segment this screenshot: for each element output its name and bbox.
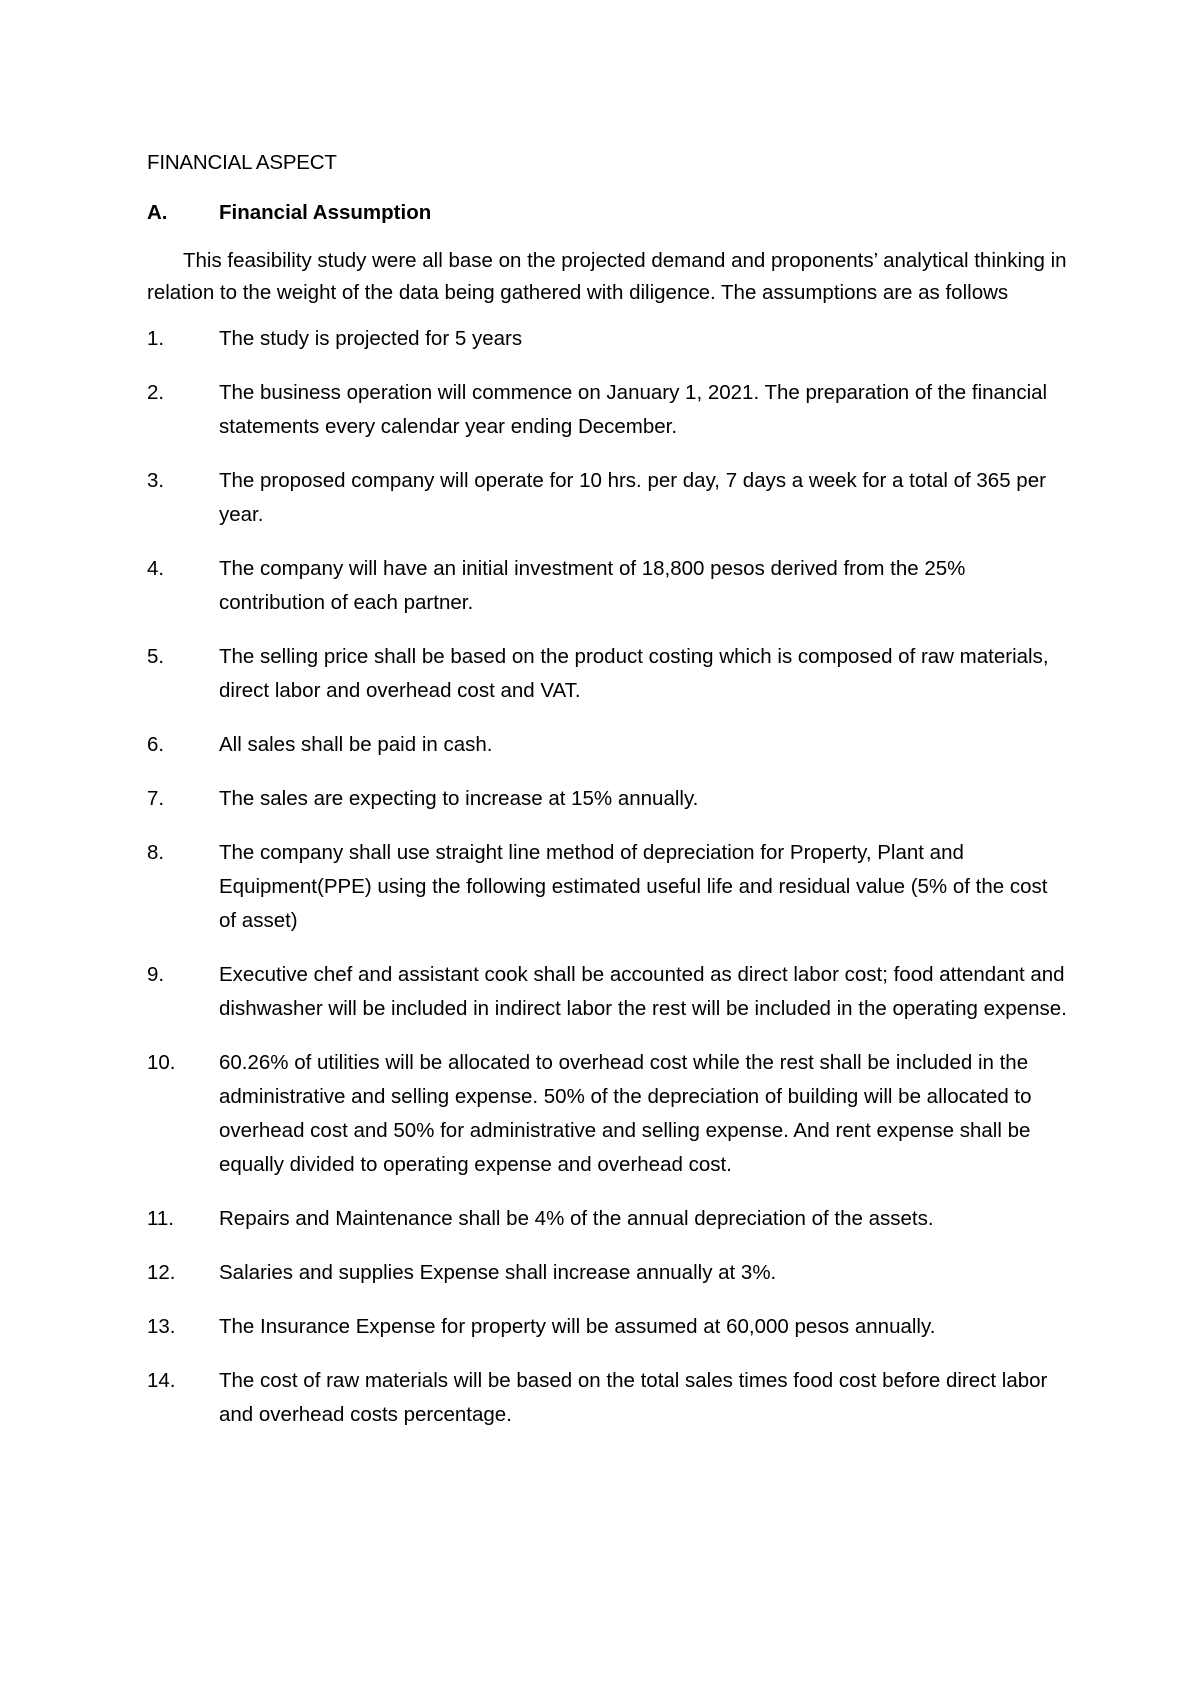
list-item-number: 5. xyxy=(147,645,165,668)
list-item-number: 7. xyxy=(147,787,165,810)
list-item-number: 3. xyxy=(147,469,165,492)
list-item xyxy=(147,464,1067,532)
list-item xyxy=(147,552,1067,620)
list-item xyxy=(147,376,1067,444)
list-item xyxy=(147,1256,1067,1290)
list-item xyxy=(147,836,1067,938)
list-item-text: The selling price shall be based on the product costing which is composed of raw materials, direct labor and overhead cost and VAT. xyxy=(219,645,1049,702)
document-title: FINANCIAL ASPECT xyxy=(147,151,337,174)
list-item-number: 12. xyxy=(147,1261,176,1284)
list-item xyxy=(147,640,1067,708)
list-item-text: The sales are expecting to increase at 15% annually. xyxy=(219,787,699,810)
list-item xyxy=(147,1046,1067,1182)
list-item-text: Repairs and Maintenance shall be 4% of the annual depreciation of the assets. xyxy=(219,1207,934,1230)
assumption-list xyxy=(147,322,1067,1432)
list-item-number: 10. xyxy=(147,1051,176,1074)
section-label: A. xyxy=(147,201,168,224)
list-item-text: The company shall use straight line method of depreciation for Property, Plant and Equipment(PPE) using the following estimated useful life and residual value (5% of the cost of asset) xyxy=(219,841,1048,932)
list-item-number: 4. xyxy=(147,557,165,580)
list-item-text: The Insurance Expense for property will be assumed at 60,000 pesos annually. xyxy=(219,1315,936,1338)
list-item xyxy=(147,782,1067,816)
list-item-number: 2. xyxy=(147,381,165,404)
list-item-text: All sales shall be paid in cash. xyxy=(219,733,493,756)
intro-paragraph: This feasibility study were all base on the projected demand and proponents’ analytical thinking in relation to the weight of the data being gathered with diligence. The assumptions are as follows xyxy=(147,249,1067,304)
section-title: Financial Assumption xyxy=(219,201,432,224)
list-item-text: The cost of raw materials will be based on the total sales times food cost before direct labor and overhead costs percentage. xyxy=(219,1369,1048,1426)
list-item-number: 1. xyxy=(147,327,165,350)
list-item-number: 13. xyxy=(147,1315,176,1338)
list-item-text: The proposed company will operate for 10 hrs. per day, 7 days a week for a total of 365 per year. xyxy=(219,469,1046,526)
list-item xyxy=(147,728,1067,762)
list-item-text: Executive chef and assistant cook shall be accounted as direct labor cost; food attendant and dishwasher will be included in indirect labor the rest will be included in the operating expense. xyxy=(219,963,1067,1020)
list-item-number: 6. xyxy=(147,733,165,756)
list-item xyxy=(147,1364,1067,1432)
list-item-text: The business operation will commence on January 1, 2021. The preparation of the financial statements every calendar year ending December. xyxy=(219,381,1048,438)
list-item-number: 9. xyxy=(147,963,165,986)
list-item-text: Salaries and supplies Expense shall increase annually at 3%. xyxy=(219,1261,777,1284)
list-item xyxy=(147,958,1067,1026)
document-content xyxy=(147,146,1067,1452)
list-item xyxy=(147,1310,1067,1344)
list-item-text: The study is projected for 5 years xyxy=(219,327,523,350)
list-item-text: 60.26% of utilities will be allocated to overhead cost while the rest shall be included in the administrative and selling expense. 50% of the depreciation of building will be allocated to overhead cost and 50% for administrative and selling expense. And rent expense shall be equally divided to operating expense and overhead cost. xyxy=(219,1051,1032,1176)
list-item-number: 8. xyxy=(147,841,165,864)
list-item-number: 14. xyxy=(147,1369,176,1392)
list-item-number: 11. xyxy=(147,1207,174,1230)
section-heading xyxy=(147,196,1067,230)
list-item-text: The company will have an initial investment of 18,800 pesos derived from the 25% contribution of each partner. xyxy=(219,557,966,614)
list-item xyxy=(147,322,1067,356)
list-item xyxy=(147,1202,1067,1236)
